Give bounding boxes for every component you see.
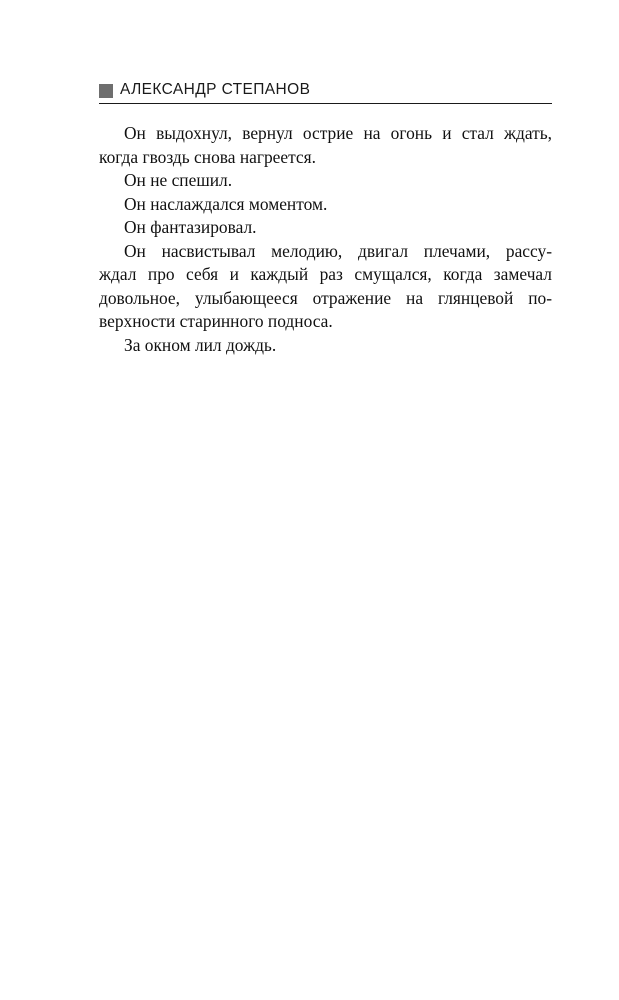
text-line: Он не спешил. (124, 170, 233, 190)
text-line: Он наслаждался моментом. (124, 193, 328, 214)
text-line: довольное, улыбающееся отражение на глянцевой по- (99, 287, 552, 308)
author-name-header: АЛЕКСАНДР СТЕПАНОВ (120, 81, 311, 98)
text-line: Он выдохнул, вернул острие на огонь и стал ждать, (124, 123, 552, 143)
running-header (99, 79, 552, 104)
text-line: верхности старинного подноса. (99, 311, 333, 331)
header-square-marker (99, 84, 113, 98)
body-text (99, 122, 552, 357)
text-line: Он насвистывал мелодию, двигал плечами, рассу- (124, 240, 552, 261)
text-line: ждал про себя и каждый раз смущался, когда замечал (99, 264, 552, 284)
text-line: За окном лил дождь. (124, 334, 277, 355)
text-line: Он фантазировал. (124, 217, 257, 237)
text-line: когда гвоздь снова нагреется. (99, 146, 316, 167)
